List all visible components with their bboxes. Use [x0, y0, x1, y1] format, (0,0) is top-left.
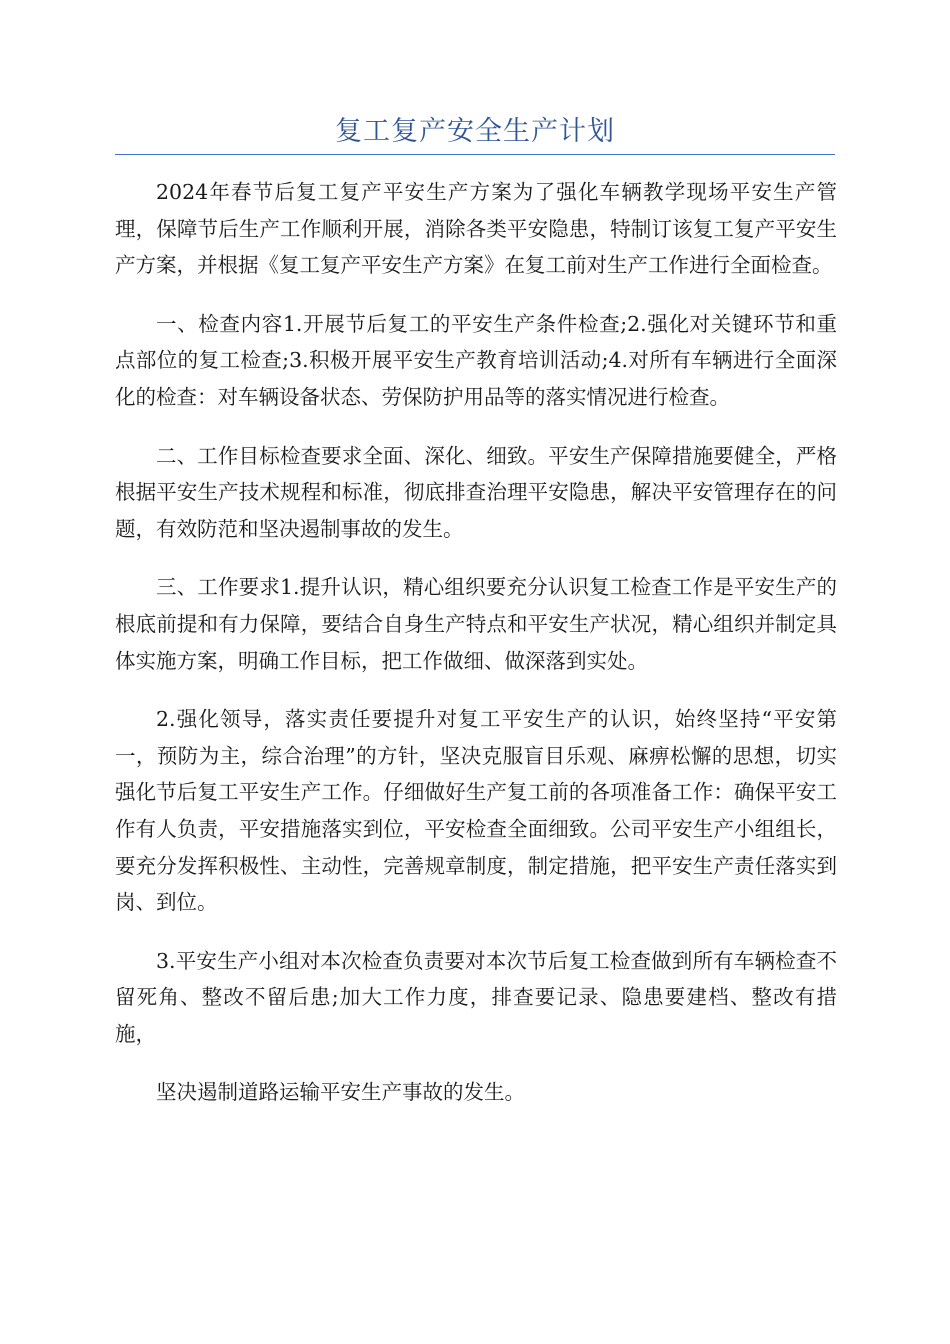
paragraph-work-requirements: 三、工作要求1.提升认识，精心组织要充分认识复工检查工作是平安生产的根底前提和有力保障，要结合自身生产特点和平安生产状况，精心组织并制定具体实施方案，明确工作目标，把工作做细、做深落到实处。	[115, 575, 837, 673]
paragraph-leadership: 2.强化领导，落实责任要提升对复工平安生产的认识，始终坚持“平安第一，预防为主，综合治理”的方针，坚决克服盲目乐观、麻痹松懈的思想，切实强化节后复工平安生产工作。仔细做好生产复工前的各项准备工作：确保平安工作有人负责，平安措施落实到位，平安检查全面细致。公司平安生产小组组长，要充分发挥积极性、主动性，完善规章制度，制定措施，把平安生产责任落实到岗、到位。	[115, 707, 837, 915]
document-body	[115, 174, 837, 1133]
title-underline	[115, 154, 835, 155]
paragraph-inspection-team: 3.平安生产小组对本次检查负责要对本次节后复工检查做到所有车辆检查不留死角、整改不留后患;加大工作力度，排查要记录、隐患要建档、整改有措施，	[115, 948, 837, 1046]
paragraph-work-goals: 二、工作目标检查要求全面、深化、细致。平安生产保障措施要健全，严格根据平安生产技术规程和标准，彻底排查治理平安隐患，解决平安管理存在的问题，有效防范和坚决遏制事故的发生。	[115, 443, 837, 541]
paragraph-intro: 2024年春节后复工复产平安生产方案为了强化车辆教学现场平安生产管理，保障节后生产工作顺利开展，消除各类平安隐患，特制订该复工复产平安生产方案，并根据《复工复产平安生产方案》在复工前对生产工作进行全面检查。	[115, 180, 837, 278]
document-title: 复工复产安全生产计划	[335, 116, 615, 147]
paragraph-inspection-content: 一、检查内容1.开展节后复工的平安生产条件检查;2.强化对关键环节和重点部位的复工检查;3.积极开展平安生产教育培训活动;4.对所有车辆进行全面深化的检查：对车辆设备状态、劳保防护用品等的落实情况进行检查。	[115, 311, 837, 409]
paragraph-closing: 坚决遏制道路运输平安生产事故的发生。	[156, 1080, 525, 1105]
